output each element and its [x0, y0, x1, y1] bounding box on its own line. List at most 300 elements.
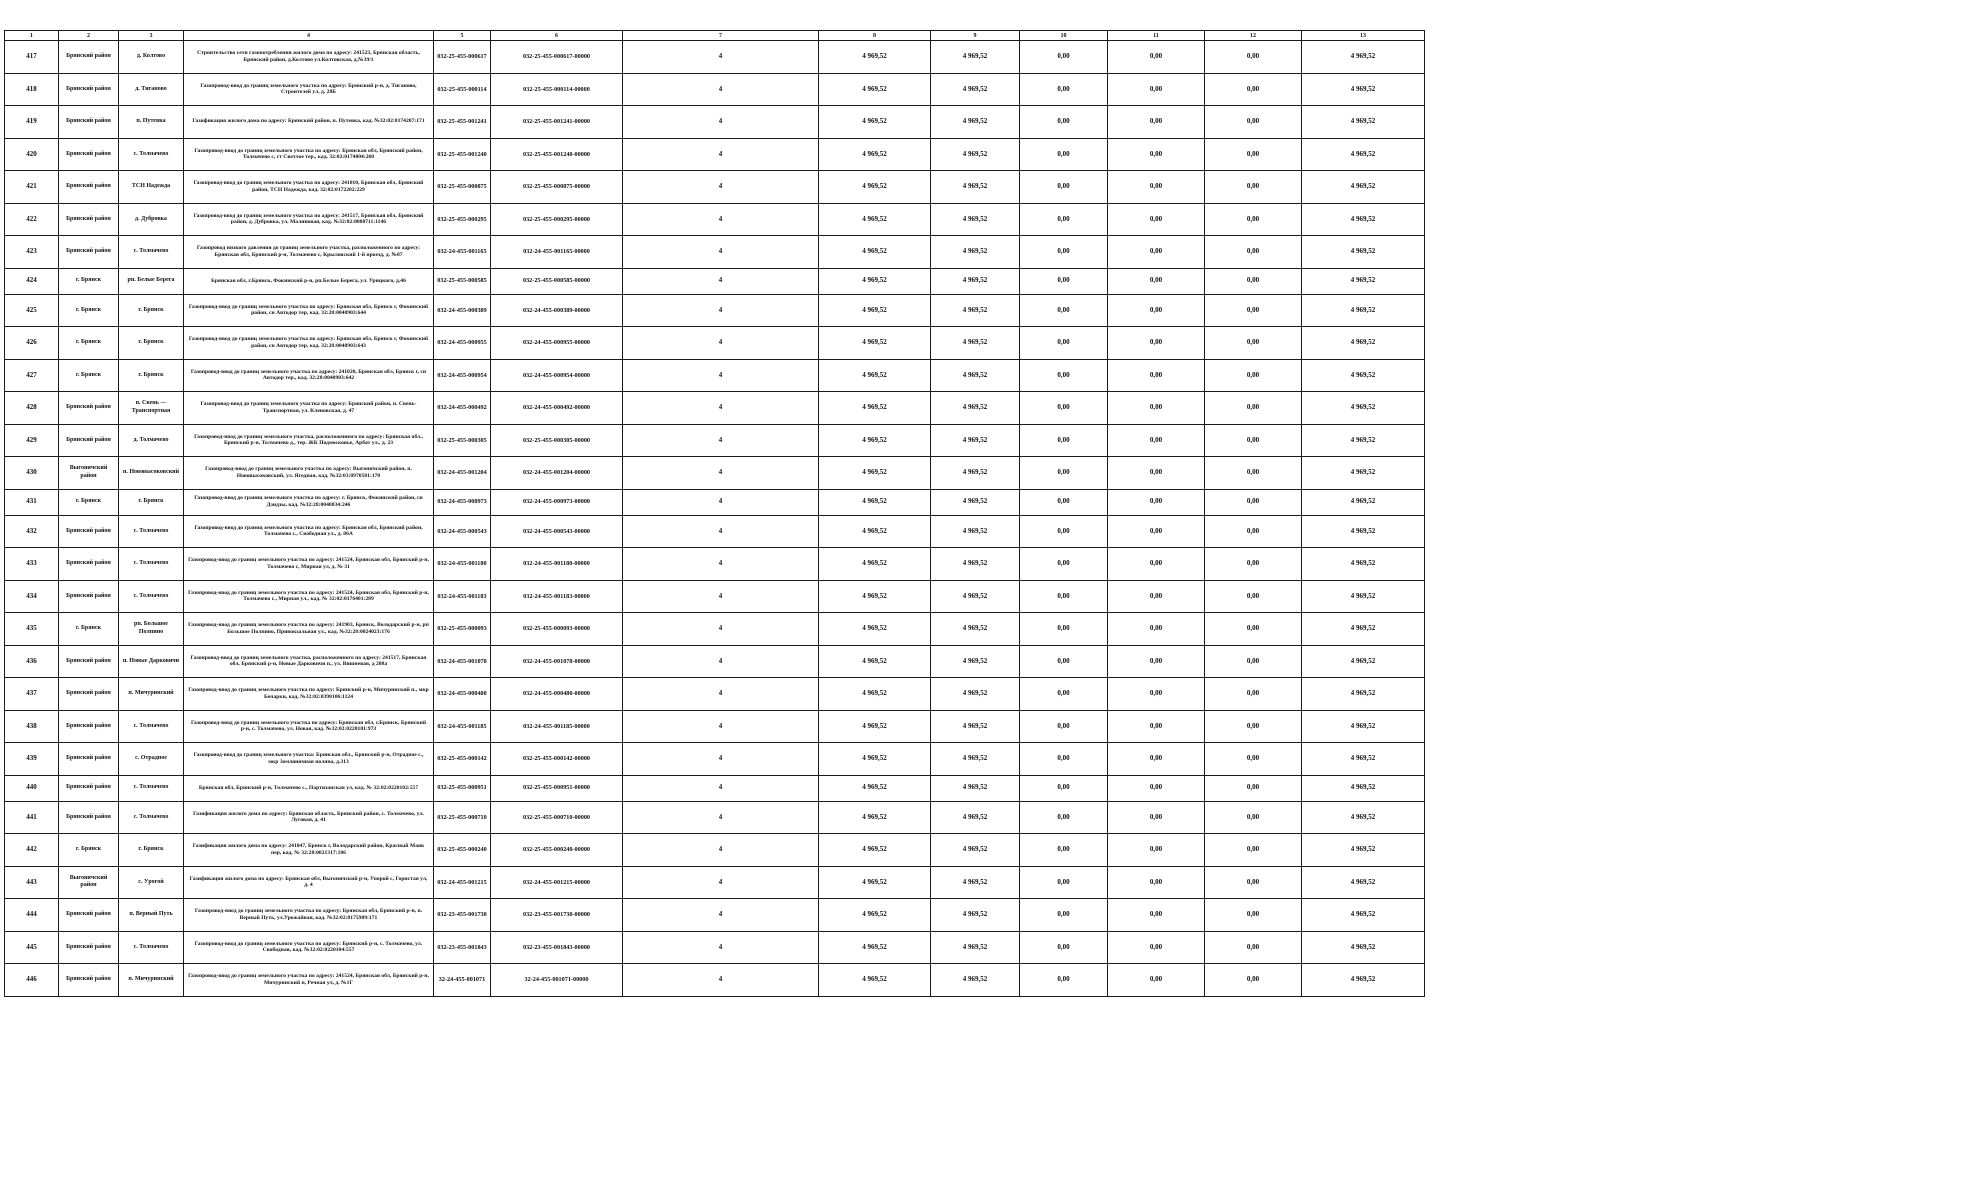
table-row [5, 866, 1425, 899]
district-cell: Брянский район [59, 678, 119, 711]
table-row [5, 457, 1425, 490]
short-code-cell: 032-25-455-000617 [434, 41, 491, 74]
column-header: 1 [5, 31, 59, 41]
short-code-cell: 032-25-455-001241 [434, 106, 491, 139]
total-cell: 4 969,52 [1302, 327, 1425, 360]
table-row [5, 580, 1425, 613]
amount-cell: 4 969,52 [931, 580, 1020, 613]
settlement-cell: г. Брянск [119, 327, 184, 360]
row-number-cell: 424 [5, 268, 59, 294]
column-header: 11 [1108, 31, 1205, 41]
zero-cell: 0,00 [1108, 710, 1205, 743]
total-cell: 4 969,52 [1302, 392, 1425, 425]
zero-cell: 0,00 [1205, 931, 1302, 964]
zero-cell: 0,00 [1205, 515, 1302, 548]
zero-cell: 0,00 [1108, 645, 1205, 678]
category-cell: 4 [623, 515, 819, 548]
category-cell: 4 [623, 424, 819, 457]
table-row [5, 931, 1425, 964]
zero-cell: 0,00 [1108, 73, 1205, 106]
description-cell: Газопровод-ввод до границ земельного участка по адресу: 241020, Брянская обл, Брянск г, сн Автодор тер., кад. 32:28:0040903:642 [184, 359, 434, 392]
short-code-cell: 032-24-455-000543 [434, 515, 491, 548]
category-cell: 4 [623, 236, 819, 269]
amount-cell: 4 969,52 [931, 294, 1020, 327]
amount-cell: 4 969,52 [931, 515, 1020, 548]
row-number-cell: 435 [5, 613, 59, 646]
table-row [5, 203, 1425, 236]
category-cell: 4 [623, 171, 819, 204]
category-cell: 4 [623, 580, 819, 613]
zero-cell: 0,00 [1108, 548, 1205, 581]
row-number-cell: 445 [5, 931, 59, 964]
description-cell: Газификация жилого дома по адресу: Брянский район, п. Путевка, кад. №32:02:0174207:171 [184, 106, 434, 139]
full-code-cell: 032-25-455-000951-00000 [491, 775, 623, 801]
category-cell: 4 [623, 41, 819, 74]
district-cell: Брянский район [59, 41, 119, 74]
zero-cell: 0,00 [1020, 203, 1108, 236]
table-row [5, 236, 1425, 269]
zero-cell: 0,00 [1108, 171, 1205, 204]
district-cell: Брянский район [59, 106, 119, 139]
row-number-cell: 442 [5, 834, 59, 867]
amount-cell: 4 969,52 [931, 964, 1020, 997]
row-number-cell: 423 [5, 236, 59, 269]
description-cell: Газопровод-ввод до границ земельного участка по адресу: 241517, Брянская обл, Брянский район, д. Дубровка, ул. Малиновая, кад. №32:02:0080711:1146 [184, 203, 434, 236]
zero-cell: 0,00 [1108, 138, 1205, 171]
district-cell: Брянский район [59, 775, 119, 801]
column-header: 6 [491, 31, 623, 41]
amount-cell: 4 969,52 [819, 236, 931, 269]
row-number-cell: 438 [5, 710, 59, 743]
zero-cell: 0,00 [1020, 801, 1108, 834]
zero-cell: 0,00 [1020, 899, 1108, 932]
amount-cell: 4 969,52 [931, 41, 1020, 74]
district-cell: г. Брянск [59, 489, 119, 515]
category-cell: 4 [623, 327, 819, 360]
table-row [5, 801, 1425, 834]
table-row [5, 645, 1425, 678]
amount-cell: 4 969,52 [931, 931, 1020, 964]
category-cell: 4 [623, 294, 819, 327]
zero-cell: 0,00 [1020, 392, 1108, 425]
zero-cell: 0,00 [1108, 41, 1205, 74]
category-cell: 4 [623, 775, 819, 801]
settlement-cell: д. Толмачево [119, 424, 184, 457]
amount-cell: 4 969,52 [931, 424, 1020, 457]
short-code-cell: 032-23-455-001730 [434, 899, 491, 932]
amount-cell: 4 969,52 [819, 834, 931, 867]
zero-cell: 0,00 [1020, 964, 1108, 997]
full-code-cell: 032-24-455-000543-00000 [491, 515, 623, 548]
full-code-cell: 032-24-455-001183-00000 [491, 580, 623, 613]
zero-cell: 0,00 [1020, 489, 1108, 515]
total-cell: 4 969,52 [1302, 899, 1425, 932]
short-code-cell: 032-24-455-000973 [434, 489, 491, 515]
total-cell: 4 969,52 [1302, 548, 1425, 581]
zero-cell: 0,00 [1108, 359, 1205, 392]
district-cell: Брянский район [59, 710, 119, 743]
category-cell: 4 [623, 203, 819, 236]
total-cell: 4 969,52 [1302, 489, 1425, 515]
full-code-cell: 032-24-455-000492-00000 [491, 392, 623, 425]
amount-cell: 4 969,52 [819, 106, 931, 139]
description-cell: Газификация жилого дома по адресу: Брянская область, Брянский район, с. Толмачево, ул. Луговая, д. 41 [184, 801, 434, 834]
zero-cell: 0,00 [1020, 41, 1108, 74]
column-header: 8 [819, 31, 931, 41]
district-cell: Брянский район [59, 392, 119, 425]
full-code-cell: 032-25-455-000585-00000 [491, 268, 623, 294]
column-header: 10 [1020, 31, 1108, 41]
settlement-cell: п. Нововысоковский [119, 457, 184, 490]
row-number-cell: 418 [5, 73, 59, 106]
short-code-cell: 032-25-455-000875 [434, 171, 491, 204]
zero-cell: 0,00 [1020, 834, 1108, 867]
table-row [5, 515, 1425, 548]
total-cell: 4 969,52 [1302, 236, 1425, 269]
full-code-cell: 032-25-455-000305-00000 [491, 424, 623, 457]
row-number-cell: 425 [5, 294, 59, 327]
district-cell: Выгоничский район [59, 866, 119, 899]
zero-cell: 0,00 [1108, 801, 1205, 834]
zero-cell: 0,00 [1108, 775, 1205, 801]
settlement-cell: п. Мичуринский [119, 964, 184, 997]
description-cell: Газопровод-ввод до границ земельного участка по адресу: Брянская обл, Брянский район, Толмачево с., Свободная ул., д. 86А [184, 515, 434, 548]
description-cell: Газопровод-ввод до границ земельного участка по адресу: Брянская обл, г.Брянск, Брянский р-н, с. Толмачево, ул. Новая, кад. №32:02:0220101:973 [184, 710, 434, 743]
total-cell: 4 969,52 [1302, 645, 1425, 678]
row-number-cell: 419 [5, 106, 59, 139]
table-row [5, 294, 1425, 327]
table-header-row [5, 31, 1425, 41]
total-cell: 4 969,52 [1302, 580, 1425, 613]
description-cell: Брянская обл, Брянский р-н, Толмачево с., Партизанская ул, кад. № 32:02:0220102:557 [184, 775, 434, 801]
column-header: 12 [1205, 31, 1302, 41]
description-cell: Газопровод-ввод до границ земельного участка по адресу: Выгоничский район, п. Нововысоковский, ул. Ягодная, кад. №32:03:0970501:170 [184, 457, 434, 490]
category-cell: 4 [623, 138, 819, 171]
full-code-cell: 032-25-455-000875-00000 [491, 171, 623, 204]
data-table [4, 30, 1425, 997]
zero-cell: 0,00 [1205, 268, 1302, 294]
category-cell: 4 [623, 866, 819, 899]
amount-cell: 4 969,52 [931, 678, 1020, 711]
table-row [5, 268, 1425, 294]
table-row [5, 424, 1425, 457]
table-row [5, 710, 1425, 743]
table-row [5, 548, 1425, 581]
description-cell: Газопровод-ввод до границ земельного участка по адресу: 241524, Брянская обл, Брянский р-н, Толмачево с., Мирная ул., кад. № 32:02:0176401:289 [184, 580, 434, 613]
category-cell: 4 [623, 359, 819, 392]
row-number-cell: 430 [5, 457, 59, 490]
settlement-cell: д. Тиганово [119, 73, 184, 106]
zero-cell: 0,00 [1108, 457, 1205, 490]
amount-cell: 4 969,52 [819, 866, 931, 899]
settlement-cell: с. Толмачево [119, 775, 184, 801]
zero-cell: 0,00 [1020, 866, 1108, 899]
district-cell: Брянский район [59, 548, 119, 581]
amount-cell: 4 969,52 [819, 359, 931, 392]
zero-cell: 0,00 [1020, 645, 1108, 678]
full-code-cell: 032-24-455-001215-00000 [491, 866, 623, 899]
district-cell: Брянский район [59, 171, 119, 204]
zero-cell: 0,00 [1020, 268, 1108, 294]
zero-cell: 0,00 [1205, 457, 1302, 490]
short-code-cell: 032-24-455-001165 [434, 236, 491, 269]
zero-cell: 0,00 [1108, 294, 1205, 327]
amount-cell: 4 969,52 [931, 268, 1020, 294]
short-code-cell: 032-24-455-001078 [434, 645, 491, 678]
category-cell: 4 [623, 678, 819, 711]
full-code-cell: 032-24-455-000954-00000 [491, 359, 623, 392]
total-cell: 4 969,52 [1302, 743, 1425, 776]
total-cell: 4 969,52 [1302, 138, 1425, 171]
table-row [5, 327, 1425, 360]
district-cell: Брянский район [59, 931, 119, 964]
zero-cell: 0,00 [1108, 268, 1205, 294]
row-number-cell: 436 [5, 645, 59, 678]
amount-cell: 4 969,52 [931, 710, 1020, 743]
zero-cell: 0,00 [1205, 743, 1302, 776]
zero-cell: 0,00 [1020, 424, 1108, 457]
district-cell: Брянский район [59, 580, 119, 613]
zero-cell: 0,00 [1108, 866, 1205, 899]
full-code-cell: 032-25-455-000142-00000 [491, 743, 623, 776]
total-cell: 4 969,52 [1302, 801, 1425, 834]
full-code-cell: 032-24-455-000389-00000 [491, 294, 623, 327]
full-code-cell: 032-25-455-001241-00000 [491, 106, 623, 139]
table-row [5, 489, 1425, 515]
category-cell: 4 [623, 743, 819, 776]
total-cell: 4 969,52 [1302, 931, 1425, 964]
amount-cell: 4 969,52 [819, 515, 931, 548]
description-cell: Газопровод-ввод до границ земельного участка по адресу: 241524, Брянская обл, Брянский р-н, Толмачево с, Мирная ул, д. № 31 [184, 548, 434, 581]
row-number-cell: 432 [5, 515, 59, 548]
zero-cell: 0,00 [1108, 613, 1205, 646]
full-code-cell: 032-25-455-000295-00000 [491, 203, 623, 236]
category-cell: 4 [623, 931, 819, 964]
zero-cell: 0,00 [1108, 834, 1205, 867]
category-cell: 4 [623, 710, 819, 743]
description-cell: Строительство сети газопотребления жилого дома по адресу: 241523, Брянская область, Брянский район, д.Колтово ул.Колтовская, д.№39/1 [184, 41, 434, 74]
description-cell: Газопровод низкого давления до границ земельного участка, расположенного по адресу: Брянская обл, Брянский р-н, Толмачево с, Крыловский 1-й проезд, д. №87 [184, 236, 434, 269]
row-number-cell: 439 [5, 743, 59, 776]
row-number-cell: 426 [5, 327, 59, 360]
row-number-cell: 433 [5, 548, 59, 581]
district-cell: г. Брянск [59, 294, 119, 327]
row-number-cell: 441 [5, 801, 59, 834]
amount-cell: 4 969,52 [931, 73, 1020, 106]
zero-cell: 0,00 [1020, 327, 1108, 360]
description-cell: Газопровод-ввод до границ земельного участка по адресу: Брянский р-н, Мичуринский п., мкр Бочарки, кад. №32:02:0390106:1124 [184, 678, 434, 711]
amount-cell: 4 969,52 [931, 203, 1020, 236]
zero-cell: 0,00 [1108, 489, 1205, 515]
total-cell: 4 969,52 [1302, 73, 1425, 106]
district-cell: Брянский район [59, 236, 119, 269]
row-number-cell: 443 [5, 866, 59, 899]
short-code-cell: 032-24-455-001180 [434, 548, 491, 581]
zero-cell: 0,00 [1205, 678, 1302, 711]
total-cell: 4 969,52 [1302, 41, 1425, 74]
table-row [5, 613, 1425, 646]
zero-cell: 0,00 [1108, 678, 1205, 711]
zero-cell: 0,00 [1020, 138, 1108, 171]
category-cell: 4 [623, 801, 819, 834]
settlement-cell: г. Брянск [119, 294, 184, 327]
full-code-cell: 032-23-455-001730-00000 [491, 899, 623, 932]
column-header: 13 [1302, 31, 1425, 41]
short-code-cell: 032-24-455-001215 [434, 866, 491, 899]
amount-cell: 4 969,52 [931, 171, 1020, 204]
row-number-cell: 427 [5, 359, 59, 392]
settlement-cell: г. Брянск [119, 489, 184, 515]
zero-cell: 0,00 [1205, 171, 1302, 204]
short-code-cell: 032-25-455-000093 [434, 613, 491, 646]
settlement-cell: д. Колтово [119, 41, 184, 74]
description-cell: Газопровод-ввод до границ земельного участка: Брянская обл., Брянский р-н, Отрадное с., мкр Земляничная поляна, д.313 [184, 743, 434, 776]
amount-cell: 4 969,52 [931, 106, 1020, 139]
amount-cell: 4 969,52 [931, 548, 1020, 581]
district-cell: г. Брянск [59, 268, 119, 294]
amount-cell: 4 969,52 [819, 613, 931, 646]
full-code-cell: 032-24-455-001204-00000 [491, 457, 623, 490]
total-cell: 4 969,52 [1302, 203, 1425, 236]
zero-cell: 0,00 [1020, 457, 1108, 490]
table-row [5, 359, 1425, 392]
zero-cell: 0,00 [1205, 236, 1302, 269]
short-code-cell: 032-24-455-000492 [434, 392, 491, 425]
zero-cell: 0,00 [1108, 424, 1205, 457]
district-cell: Брянский район [59, 743, 119, 776]
short-code-cell: 032-24-455-001183 [434, 580, 491, 613]
amount-cell: 4 969,52 [819, 931, 931, 964]
zero-cell: 0,00 [1205, 73, 1302, 106]
amount-cell: 4 969,52 [819, 268, 931, 294]
row-number-cell: 444 [5, 899, 59, 932]
zero-cell: 0,00 [1108, 203, 1205, 236]
zero-cell: 0,00 [1108, 580, 1205, 613]
zero-cell: 0,00 [1020, 775, 1108, 801]
total-cell: 4 969,52 [1302, 964, 1425, 997]
zero-cell: 0,00 [1108, 931, 1205, 964]
amount-cell: 4 969,52 [819, 294, 931, 327]
amount-cell: 4 969,52 [819, 743, 931, 776]
zero-cell: 0,00 [1020, 359, 1108, 392]
district-cell: Брянский район [59, 424, 119, 457]
short-code-cell: 032-25-455-000951 [434, 775, 491, 801]
zero-cell: 0,00 [1020, 73, 1108, 106]
category-cell: 4 [623, 392, 819, 425]
description-cell: Газификация жилого дома по адресу: Брянская обл, Выгоничский р-н, Упорой с, Гористая ул, д. 4 [184, 866, 434, 899]
zero-cell: 0,00 [1020, 743, 1108, 776]
category-cell: 4 [623, 613, 819, 646]
category-cell: 4 [623, 899, 819, 932]
settlement-cell: с. Толмачево [119, 548, 184, 581]
full-code-cell: 032-25-455-000093-00000 [491, 613, 623, 646]
short-code-cell: 032-24-455-000389 [434, 294, 491, 327]
amount-cell: 4 969,52 [819, 964, 931, 997]
zero-cell: 0,00 [1108, 964, 1205, 997]
short-code-cell: 032-24-455-001204 [434, 457, 491, 490]
full-code-cell: 032-25-455-000240-00000 [491, 834, 623, 867]
total-cell: 4 969,52 [1302, 834, 1425, 867]
amount-cell: 4 969,52 [819, 678, 931, 711]
column-header: 5 [434, 31, 491, 41]
amount-cell: 4 969,52 [931, 801, 1020, 834]
district-cell: Брянский район [59, 515, 119, 548]
amount-cell: 4 969,52 [931, 457, 1020, 490]
full-code-cell: 032-24-455-001185-00000 [491, 710, 623, 743]
settlement-cell: п. Свень — Транспортная [119, 392, 184, 425]
description-cell: Газопровод-ввод до границ земельного участка, расположенного по адресу: 241517, Брянская обл, Брянский р-н, Новые Дарковичи п., ул. Вишневая, д 208а [184, 645, 434, 678]
short-code-cell: 032-24-455-000955 [434, 327, 491, 360]
description-cell: Газификация жилого дома по адресу: 241047, Брянск г, Володарский район, Красный Маяк пер, кад. № 32:28:0021317:186 [184, 834, 434, 867]
category-cell: 4 [623, 457, 819, 490]
settlement-cell: с. Толмачево [119, 236, 184, 269]
amount-cell: 4 969,52 [819, 489, 931, 515]
zero-cell: 0,00 [1205, 424, 1302, 457]
settlement-cell: рп. Большое Полпино [119, 613, 184, 646]
category-cell: 4 [623, 106, 819, 139]
row-number-cell: 437 [5, 678, 59, 711]
zero-cell: 0,00 [1108, 899, 1205, 932]
amount-cell: 4 969,52 [819, 710, 931, 743]
short-code-cell: 032-23-455-001843 [434, 931, 491, 964]
amount-cell: 4 969,52 [819, 138, 931, 171]
short-code-cell: 032-25-455-000114 [434, 73, 491, 106]
table-row [5, 171, 1425, 204]
zero-cell: 0,00 [1205, 834, 1302, 867]
table-row [5, 743, 1425, 776]
full-code-cell: 032-24-455-001165-00000 [491, 236, 623, 269]
description-cell: Газопровод-ввод до границ земельного участка по адресу: 241524, Брянская обл, Брянский р-н, Мичуринский п, Речная ул, д. №1Г [184, 964, 434, 997]
amount-cell: 4 969,52 [819, 580, 931, 613]
row-number-cell: 431 [5, 489, 59, 515]
amount-cell: 4 969,52 [931, 236, 1020, 269]
amount-cell: 4 969,52 [931, 613, 1020, 646]
settlement-cell: с. Толмачево [119, 138, 184, 171]
short-code-cell: 032-25-455-000295 [434, 203, 491, 236]
total-cell: 4 969,52 [1302, 775, 1425, 801]
description-cell: Газопровод-ввод до границ земельного участка по адресу: Брянский р-н, с. Толмачево, ул. Свободная, кад. №32:02:0220104:557 [184, 931, 434, 964]
row-number-cell: 421 [5, 171, 59, 204]
settlement-cell: п. Новые Дарковичи [119, 645, 184, 678]
zero-cell: 0,00 [1205, 327, 1302, 360]
amount-cell: 4 969,52 [931, 327, 1020, 360]
amount-cell: 4 969,52 [819, 548, 931, 581]
full-code-cell: 032-24-455-001078-00000 [491, 645, 623, 678]
settlement-cell: п. Путевка [119, 106, 184, 139]
description-cell: Газопровод-ввод до границ земельного участка по адресу: г. Брянск, Фокинский район, сн Дзидзы, кад. №32:28:0040834:246 [184, 489, 434, 515]
amount-cell: 4 969,52 [931, 489, 1020, 515]
amount-cell: 4 969,52 [819, 203, 931, 236]
total-cell: 4 969,52 [1302, 359, 1425, 392]
amount-cell: 4 969,52 [931, 866, 1020, 899]
short-code-cell: 032-25-455-000305 [434, 424, 491, 457]
total-cell: 4 969,52 [1302, 613, 1425, 646]
row-number-cell: 417 [5, 41, 59, 74]
zero-cell: 0,00 [1020, 613, 1108, 646]
table-row [5, 964, 1425, 997]
full-code-cell: 032-25-455-000710-00000 [491, 801, 623, 834]
description-cell: Газопровод-ввод до границ земельного участка по адресу: Брянский район, п. Свень-Транспортная, ул. Кленовская, д. 47 [184, 392, 434, 425]
short-code-cell: 032-24-455-001185 [434, 710, 491, 743]
amount-cell: 4 969,52 [819, 73, 931, 106]
description-cell: Газопровод-ввод до границ земельного участка по адресу: Брянская обл, Брянск г, Фокинский район, сн Автодор тер, кад. 32:28:0040903:644 [184, 294, 434, 327]
zero-cell: 0,00 [1020, 580, 1108, 613]
short-code-cell: 032-25-455-000585 [434, 268, 491, 294]
zero-cell: 0,00 [1020, 931, 1108, 964]
amount-cell: 4 969,52 [819, 41, 931, 74]
table-row [5, 775, 1425, 801]
amount-cell: 4 969,52 [819, 645, 931, 678]
